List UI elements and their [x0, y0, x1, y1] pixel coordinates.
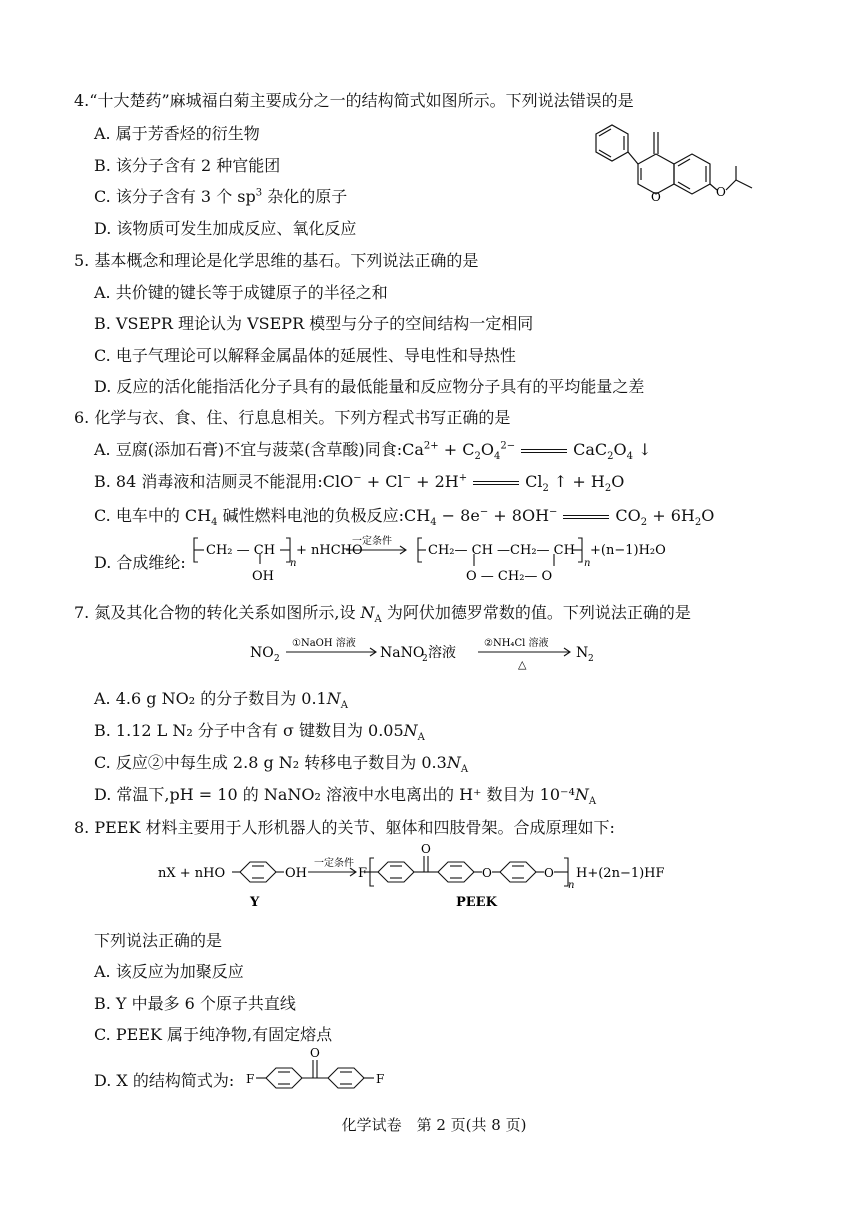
q6-option-c: C. 电车中的 $CH_4$ 碱性燃料电池的负极反应$:CH_4 - 8e^- + 8OH^-$ $CO_2 + 6H_2O$: [94, 506, 715, 529]
svg-text:溶液: 溶液: [428, 645, 456, 661]
svg-text:+ nHCHO: + nHCHO: [296, 543, 363, 558]
svg-text:H+(2n−1)HF: H+(2n−1)HF: [576, 866, 665, 881]
svg-text:O: O: [421, 842, 431, 856]
q8-sub-stem: 下列说法正确的是: [94, 931, 223, 950]
q5-option-c: C. 电子气理论可以解释金属晶体的延展性、导电性和导热性: [94, 346, 516, 365]
svg-text:O — CH₂— O: O — CH₂— O: [466, 569, 553, 584]
q8-peek-synthesis-scheme: [156, 842, 696, 914]
q4-option-d: D. 该物质可发生加成反应、氧化反应: [94, 219, 357, 238]
q8-x-structure: [244, 1046, 414, 1092]
svg-text:NO: NO: [250, 645, 274, 661]
svg-text:n: n: [584, 558, 591, 569]
q4-mol-ether-oxygen: O: [716, 185, 726, 199]
equals-sign: [521, 449, 567, 453]
svg-text:2: 2: [422, 654, 428, 664]
equals-sign: [473, 481, 519, 485]
q6-vinylon-equation: [192, 532, 692, 588]
svg-text:2: 2: [274, 654, 280, 664]
q5-option-b: B. VSEPR 理论认为 VSEPR 模型与分子的空间结构一定相同: [94, 314, 534, 333]
svg-text:O: O: [310, 1046, 320, 1060]
q7-stem: 7. 氮及其化合物的转化关系如图所示,设 $N_A$ 为阿伏加德罗常数的值。下列说法正确的是: [74, 603, 691, 626]
q6-option-d-label: D. 合成维纶:: [94, 553, 186, 572]
svg-text:N: N: [576, 645, 589, 661]
svg-text:一定条件: 一定条件: [352, 536, 392, 547]
page-footer: 化学试卷 第 2 页(共 8 页): [341, 1116, 527, 1134]
svg-text:①NaOH 溶液: ①NaOH 溶液: [292, 638, 356, 649]
q4-option-a: A. 属于芳香烃的衍生物: [94, 124, 260, 143]
q7-conversion-scheme: [248, 628, 608, 672]
q5-option-d: D. 反应的活化能指活化分子具有的最低能量和反应物分子具有的平均能量之差: [94, 377, 645, 396]
q8-option-d: D. X 的结构简式为:: [94, 1071, 235, 1090]
svg-text:一定条件: 一定条件: [314, 858, 354, 869]
q8-option-a: A. 该反应为加聚反应: [94, 962, 244, 981]
svg-text:△: △: [518, 658, 527, 671]
svg-text:2: 2: [588, 654, 594, 664]
svg-text:Y: Y: [250, 895, 260, 910]
equals-sign: [563, 515, 609, 519]
q4-stem: 4.“十大楚药”麻城福白菊主要成分之一的结构简式如图所示。下列说法错误的是: [74, 91, 634, 110]
svg-text:OH: OH: [285, 866, 307, 881]
svg-text:n: n: [568, 880, 575, 891]
q5-option-a: A. 共价键的键长等于成键原子的半径之和: [94, 283, 388, 302]
q8-option-c: C. PEEK 属于纯净物,有固定熔点: [94, 1025, 333, 1044]
svg-text:②NH₄Cl 溶液: ②NH₄Cl 溶液: [484, 638, 549, 649]
svg-text:NaNO: NaNO: [380, 645, 425, 661]
svg-text:CH₂— CH —CH₂— CH: CH₂— CH —CH₂— CH: [428, 543, 575, 558]
q4-option-c: C. 该分子含有 3 个 $sp^3$ 杂化的原子: [94, 187, 348, 206]
q5-stem: 5. 基本概念和理论是化学思维的基石。下列说法正确的是: [74, 251, 479, 270]
svg-text:CH₂ — CH: CH₂ — CH: [206, 543, 276, 558]
svg-text:F: F: [246, 1072, 255, 1086]
svg-text:OH: OH: [252, 569, 274, 584]
svg-text:F: F: [376, 1072, 385, 1086]
svg-text:O: O: [544, 866, 554, 880]
q7-option-c: C. 反应②中每生成 2.8 g N₂ 转移电子数目为 $0.3N_A$: [94, 753, 469, 776]
q7-option-d: D. 常温下,pH = 10 的 NaNO₂ 溶液中水电离出的 H⁺ 数目为 $10^{-4}N_A$: [94, 785, 597, 808]
q6-option-a: A. 豆腐(添加石膏)不宜与菠菜(含草酸)同食$:Ca^{2+} + C_2O_4^{2-}$ $CaC_2O_4$ ↓: [94, 440, 652, 463]
q4-option-b: B. 该分子含有 2 种官能团: [94, 156, 281, 175]
q6-option-b: B. 84 消毒液和洁厕灵不能混用:ClO− + Cl− + 2H+ $Cl_2$ ↑ + $H_2O$: [94, 472, 625, 495]
q4-mol-ring-oxygen: O: [651, 190, 661, 204]
q7-option-a: A. 4.6 g NO₂ 的分子数目为 $0.1N_A$: [94, 689, 348, 712]
q8-stem: 8. PEEK 材料主要用于人形机器人的关节、躯体和四肢骨架。合成原理如下:: [74, 818, 615, 837]
svg-text:n: n: [290, 558, 297, 569]
svg-text:O: O: [482, 866, 492, 880]
svg-text:F: F: [358, 866, 368, 881]
svg-text:nX + nHO: nX + nHO: [158, 866, 226, 881]
q8-option-b: B. Y 中最多 6 个原子共直线: [94, 994, 296, 1013]
q6-stem: 6. 化学与衣、食、住、行息息相关。下列方程式书写正确的是: [74, 408, 511, 427]
q7-option-b: B. 1.12 L N₂ 分子中含有 σ 键数目为 $0.05N_A$: [94, 721, 425, 744]
svg-text:+(n−1)H₂O: +(n−1)H₂O: [590, 543, 666, 558]
svg-text:PEEK: PEEK: [456, 895, 497, 910]
q4-molecule-structure: [576, 114, 758, 224]
